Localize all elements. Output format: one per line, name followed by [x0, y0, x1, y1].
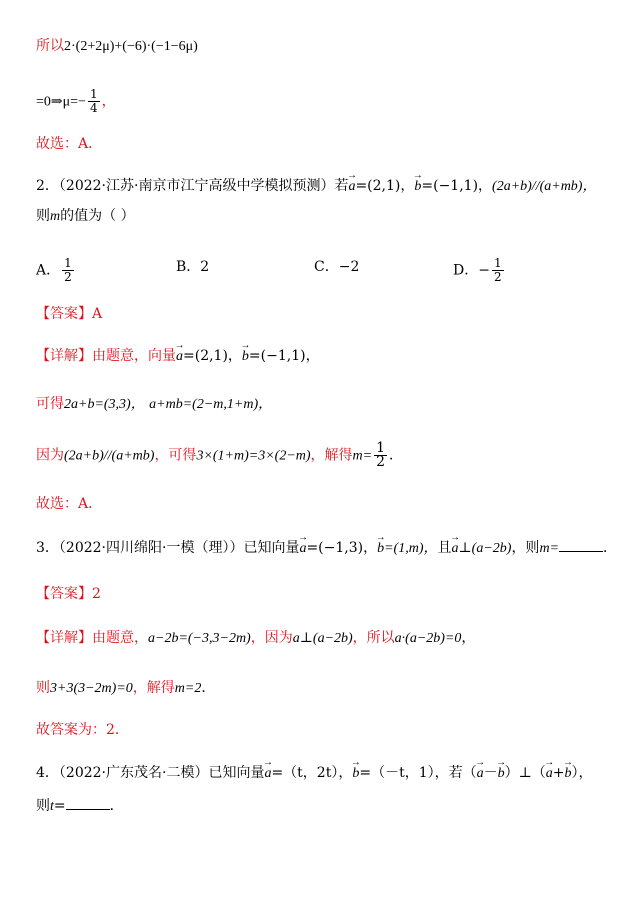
q4-stem-line2-end: ．: [109, 798, 124, 814]
q4-stem-end: ），: [571, 765, 593, 781]
q1-frac-den: 4: [89, 101, 98, 115]
q3-stem-text3: ，则: [511, 540, 540, 556]
q3-detail1-text: 由题意，: [92, 630, 148, 646]
q2-a-val: =(2,1)，: [355, 178, 415, 194]
q1-line2-tail: ，: [101, 93, 116, 110]
q3-source: （2022·四川绵阳·一模（理））: [58, 540, 244, 556]
q2-option-d-num: 1: [493, 256, 502, 270]
q2-detail1-b: =(−1,1)，: [248, 348, 320, 364]
q2-detail3-text1: 因为: [36, 447, 64, 464]
q4-a-val: =（t，2t），: [271, 765, 353, 781]
q2-vec-a: → a: [348, 177, 355, 197]
q3-stem-text2: 且: [437, 540, 452, 556]
q2-detail3-m1: (2a+b)//(a+mb): [64, 448, 155, 464]
q4-stem-line2: [36, 795, 124, 817]
q2-detail3-text2: ，可得: [154, 447, 197, 464]
q3-detail1-text2: ，因为: [250, 630, 293, 646]
q3-detail1-m3: a·(a−2b)=0: [394, 631, 462, 646]
q1-frac-num: 1: [89, 87, 98, 101]
q2-option-c-label: C．: [314, 259, 339, 275]
q3-detail-label: 【详解】: [36, 630, 92, 646]
q2-option-c-val: −2: [338, 259, 360, 275]
q4-stem-text: 已知向量: [208, 765, 265, 781]
q1-line1-prefix: 所以: [36, 38, 64, 54]
q2-parallel: (2a+b)//(a+mb)，: [492, 179, 597, 194]
q4-number: 4．: [36, 765, 59, 781]
q2-detail3-m2: 3×(1+m)=3×(2−m): [196, 448, 311, 464]
q2-detail-line2: [36, 394, 272, 415]
q2-option-a-den: 2: [64, 270, 72, 284]
q2-vec-b: → b: [414, 177, 421, 197]
q2-option-b: B．2: [176, 259, 210, 275]
q4-stem-line2-a: 则: [36, 798, 50, 814]
q2-option-d-frac: [492, 257, 504, 284]
q1-line2-math: =0⇒μ=−: [36, 94, 86, 110]
q3-detail2-m2: m=2: [174, 681, 202, 696]
q2-detail3-m3: m=: [352, 448, 373, 464]
q2-detail3-frac: [374, 442, 387, 469]
q4-stem-mid: －: [483, 765, 498, 781]
q2-stem-line1: [36, 176, 596, 197]
q2-detail3-num: 1: [376, 440, 386, 456]
q3-detail2-text: 则: [36, 680, 50, 696]
q2-b-val: =(−1,1)，: [421, 178, 493, 194]
q2-option-a-num: 1: [64, 256, 72, 270]
q2-source: （2022·江苏·南京市江宁高级中学模拟预测）: [58, 178, 335, 194]
q2-option-d: [453, 257, 506, 284]
q2-option-d-label: D．: [453, 262, 479, 279]
q2-detail2-m1: 2a+b=(3,3)，: [64, 397, 145, 412]
q3-detail2-m1: 3+3(3−2m)=0: [50, 681, 133, 696]
q1-line1-math: 2·(2+2μ)+(−6)·(−1−6μ): [64, 39, 198, 54]
q3-stem: 3．（2022·四川绵阳·一模（理））已知向量→ a=(−1,3)，→ b=(1,m)，且→ a⊥(a−2b)，则m= ．: [36, 537, 617, 559]
q4-b-val: =（－t，1），: [359, 765, 449, 781]
q4-source: （2022·广东茂名·二模）: [58, 765, 209, 781]
q2-option-a-label: A．: [36, 262, 61, 279]
q2-option-d-den: 2: [493, 270, 502, 284]
q1-line2: [36, 88, 116, 115]
q2-detail-line3: [36, 442, 403, 469]
q3-blank: [559, 537, 603, 552]
q4-stem-line1: 4．（2022·广东茂名·二模）已知向量→ a=（t，2t），→ b=（－t，1），若（→ a－→ b）⊥（→ a+→ b），: [36, 763, 593, 784]
q2-answer: 【答案】A: [36, 306, 103, 322]
q3-detail1-m2: a⊥(a−2b): [292, 631, 353, 646]
q3-stem-end: ．: [603, 540, 617, 556]
q3-detail2-end: ．: [201, 680, 216, 696]
q3-result: 故答案为：2．: [36, 722, 129, 738]
q2-option-c: [314, 257, 359, 277]
q2-detail-line1: 【详解】由题意，向量→ a=(2,1)，→ b=(−1,1)，: [36, 346, 320, 367]
q3-answer: 【答案】2: [36, 586, 101, 602]
q2-option-d-sign: −: [478, 262, 490, 279]
q3-detail-line2: [36, 678, 215, 699]
q2-detail1-text: 由题意，向量: [92, 348, 176, 364]
q2-stem-line2: 则m的值为（ ）: [36, 208, 135, 224]
q2-detail-label: 【详解】: [36, 348, 92, 364]
q2-option-a-frac: [62, 257, 74, 284]
q3-detail1-end: ，: [461, 630, 476, 646]
q4-stem-line2-b: =: [53, 798, 66, 814]
q1-line1: [36, 36, 198, 57]
q2-detail2-text: 可得: [36, 396, 64, 412]
q2-result: 故选：A．: [36, 496, 103, 512]
q2-detail3-den: 2: [376, 454, 386, 470]
q3-stem-text4: m=: [539, 541, 559, 556]
q3-detail1-text3: ，所以: [352, 630, 395, 646]
q3-a-val: =(−1,3)，: [306, 540, 378, 556]
q3-b-val: =(1,m)，: [384, 541, 438, 556]
q2-detail3-text3: ，解得: [310, 447, 353, 464]
q2-number: 2．: [36, 178, 59, 194]
q1-result: 故选：A．: [36, 136, 103, 152]
q3-number: 3．: [36, 540, 59, 556]
q3-perp: ⊥(a−2b): [458, 541, 512, 556]
q2-detail2-m2: a+mb=(2−m,1+m)，: [149, 397, 273, 412]
q3-detail1-m1: a−2b=(−3,3−2m): [148, 631, 251, 646]
q4-stem-text2: 若（: [448, 765, 477, 781]
q2-option-a: [36, 257, 76, 284]
q2-stem-a: 若: [334, 178, 349, 194]
q1-fraction: [88, 88, 100, 115]
q2-stem-line2-a: 则: [36, 208, 50, 224]
q4-t-var: t: [50, 799, 54, 814]
q4-blank: [66, 795, 110, 810]
q3-detail2-text2: ，解得: [132, 680, 175, 696]
q2-stem-line2-b: 的值为（ ）: [60, 208, 135, 224]
q3-stem-text: 已知向量: [243, 540, 300, 556]
q3-detail-line1: [36, 628, 475, 649]
q4-stem-mid2: ）⊥（: [504, 765, 546, 781]
q2-detail1-a: =(2,1)，: [183, 348, 242, 364]
q2-detail3-end: ．: [389, 447, 404, 464]
